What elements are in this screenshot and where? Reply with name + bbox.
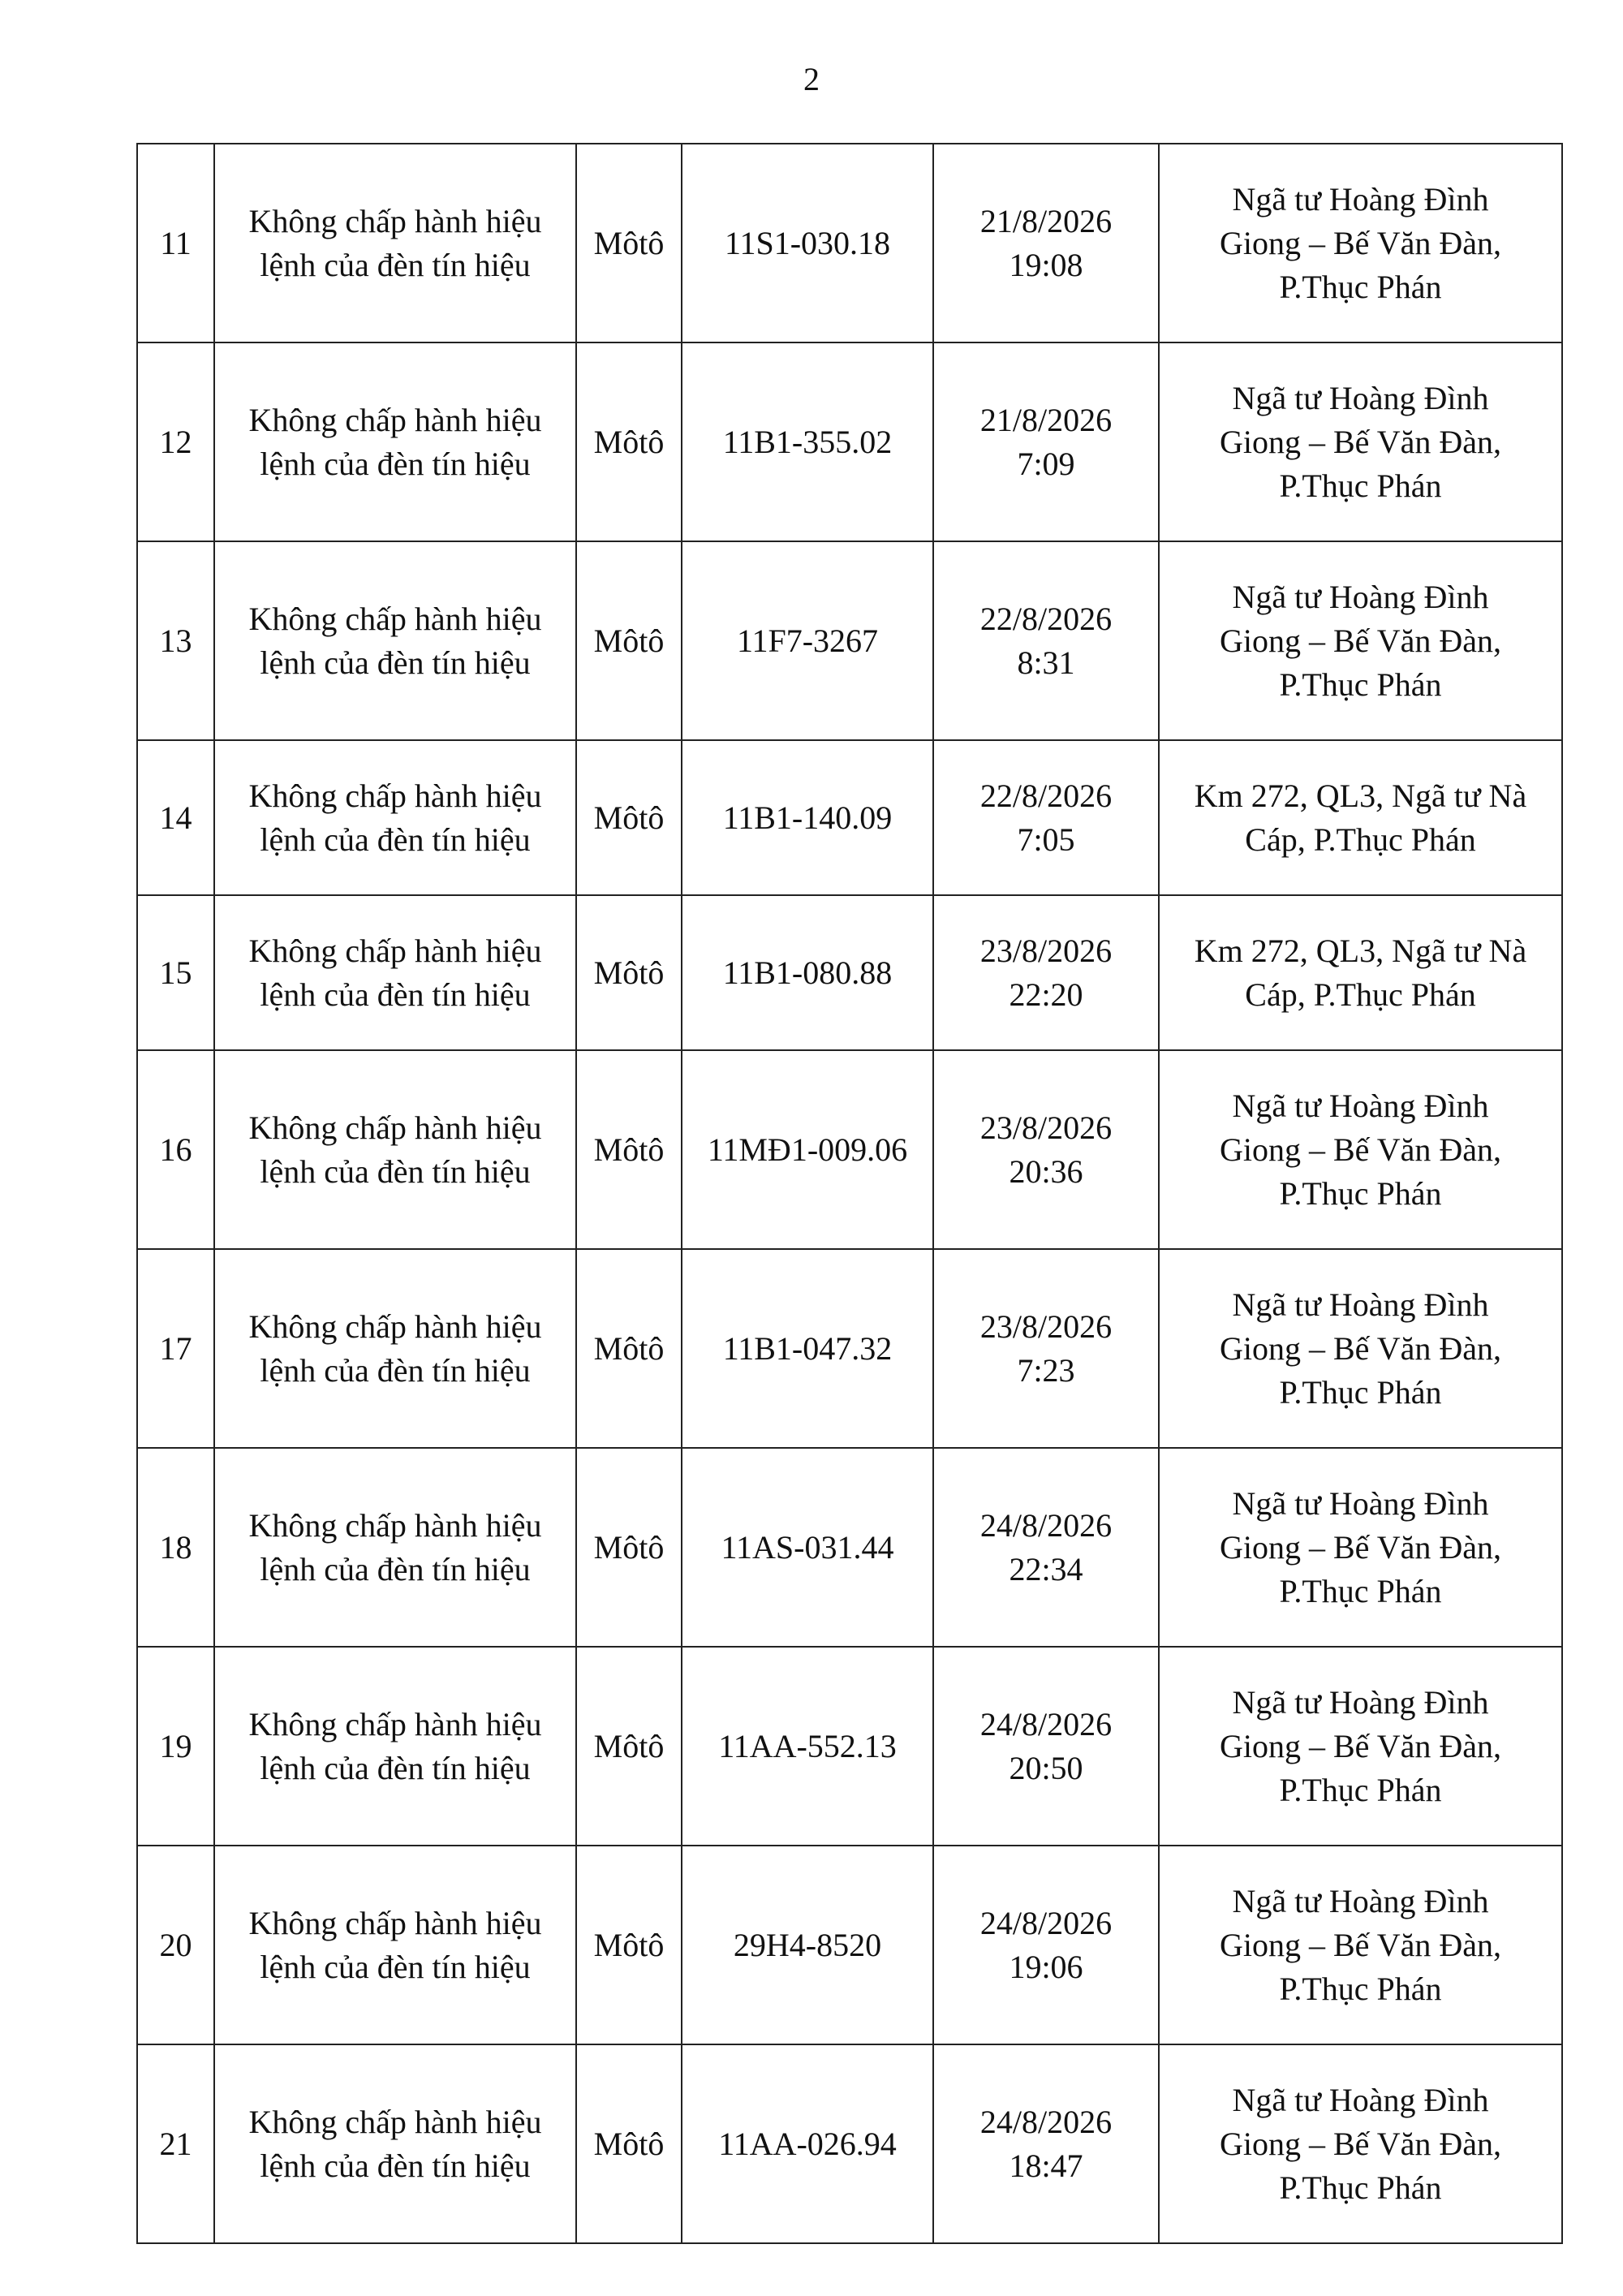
datetime-line: 19:06 <box>1009 1948 1083 1985</box>
table-row <box>137 2044 1562 2243</box>
table-row <box>137 1846 1562 2044</box>
datetime-line: 22/8/2026 <box>979 777 1113 814</box>
vehicle-type-cell: Môtô <box>576 1249 682 1448</box>
violation-line: lệnh của đèn tín hiệu <box>260 2147 531 2184</box>
license-plate-cell: 29H4-8520 <box>682 1846 933 2044</box>
license-plate-cell: 11F7-3267 <box>682 541 933 740</box>
violation-cell <box>214 1448 576 1647</box>
violation-line: lệnh của đèn tín hiệu <box>260 246 531 283</box>
location-line: Giong – Bế Văn Đàn, <box>1220 1528 1501 1566</box>
violation-cell <box>214 2044 576 2243</box>
violation-line: Không chấp hành hiệu <box>248 2103 542 2140</box>
location-line: Ngã tư Hoàng Đình <box>1232 1683 1489 1721</box>
location-line: Ngã tư Hoàng Đình <box>1232 180 1489 218</box>
violation-cell <box>214 541 576 740</box>
location-line: P.Thục Phán <box>1279 1174 1442 1212</box>
location-line: Giong – Bế Văn Đàn, <box>1220 622 1501 659</box>
vehicle-type-cell: Môtô <box>576 541 682 740</box>
vehicle-type-cell: Môtô <box>576 1448 682 1647</box>
vehicle-type-cell: Môtô <box>576 1846 682 2044</box>
license-plate-cell: 11AS-031.44 <box>682 1448 933 1647</box>
table-row <box>137 895 1562 1050</box>
location-cell <box>1159 2044 1562 2243</box>
license-plate-cell: 11S1-030.18 <box>682 144 933 342</box>
violation-line: Không chấp hành hiệu <box>248 600 542 637</box>
row-number-cell: 15 <box>137 895 214 1050</box>
violation-cell <box>214 144 576 342</box>
datetime-line: 21/8/2026 <box>979 401 1113 438</box>
violation-line: Không chấp hành hiệu <box>248 1705 542 1742</box>
datetime-cell <box>933 1846 1159 2044</box>
violation-line: Không chấp hành hiệu <box>248 202 542 239</box>
table-row <box>137 144 1562 342</box>
location-line: P.Thục Phán <box>1279 2169 1442 2206</box>
datetime-line: 22/8/2026 <box>979 600 1113 637</box>
location-cell <box>1159 1249 1562 1448</box>
license-plate-cell: 11B1-140.09 <box>682 740 933 895</box>
table-row <box>137 1647 1562 1846</box>
row-number-cell: 20 <box>137 1846 214 2044</box>
datetime-line: 7:09 <box>1017 445 1075 482</box>
license-plate-cell: 11B1-047.32 <box>682 1249 933 1448</box>
vehicle-type-cell: Môtô <box>576 895 682 1050</box>
row-number-cell: 21 <box>137 2044 214 2243</box>
datetime-line: 21/8/2026 <box>979 202 1113 239</box>
location-cell <box>1159 740 1562 895</box>
datetime-line: 24/8/2026 <box>979 1705 1113 1742</box>
row-number-cell: 11 <box>137 144 214 342</box>
datetime-line: 20:50 <box>1009 1749 1083 1786</box>
datetime-cell <box>933 1050 1159 1249</box>
location-line: P.Thục Phán <box>1279 1373 1442 1411</box>
location-cell <box>1159 1448 1562 1647</box>
location-line: Giong – Bế Văn Đàn, <box>1220 1329 1501 1367</box>
datetime-line: 7:05 <box>1017 821 1075 858</box>
location-line: Giong – Bế Văn Đàn, <box>1220 423 1501 460</box>
location-line: P.Thục Phán <box>1279 1970 1442 2007</box>
violation-cell <box>214 342 576 541</box>
table-row <box>137 740 1562 895</box>
location-line: Ngã tư Hoàng Đình <box>1232 578 1489 615</box>
location-cell <box>1159 144 1562 342</box>
row-number-cell: 19 <box>137 1647 214 1846</box>
location-line: P.Thục Phán <box>1279 268 1442 305</box>
datetime-line: 19:08 <box>1009 246 1083 283</box>
violation-cell <box>214 1846 576 2044</box>
datetime-cell <box>933 1249 1159 1448</box>
location-line: P.Thục Phán <box>1279 467 1442 504</box>
table-row <box>137 541 1562 740</box>
violation-line: lệnh của đèn tín hiệu <box>260 1749 531 1786</box>
license-plate-cell: 11B1-355.02 <box>682 342 933 541</box>
location-cell <box>1159 342 1562 541</box>
datetime-cell <box>933 740 1159 895</box>
table-row <box>137 1050 1562 1249</box>
datetime-cell <box>933 342 1159 541</box>
location-line: Km 272, QL3, Ngã tư Nà <box>1194 777 1527 814</box>
row-number-cell: 13 <box>137 541 214 740</box>
datetime-line: 24/8/2026 <box>979 1506 1113 1544</box>
page-number: 2 <box>803 61 820 97</box>
vehicle-type-cell: Môtô <box>576 740 682 895</box>
location-line: Ngã tư Hoàng Đình <box>1232 1484 1489 1522</box>
table-row <box>137 1448 1562 1647</box>
location-line: Giong – Bế Văn Đàn, <box>1220 2125 1501 2162</box>
violation-cell <box>214 1050 576 1249</box>
violation-line: lệnh của đèn tín hiệu <box>260 445 531 482</box>
location-line: Cáp, P.Thục Phán <box>1245 821 1476 858</box>
location-line: Cáp, P.Thục Phán <box>1245 976 1476 1013</box>
datetime-line: 18:47 <box>1009 2147 1083 2184</box>
datetime-line: 24/8/2026 <box>979 1904 1113 1941</box>
location-line: Giong – Bế Văn Đàn, <box>1220 1926 1501 1963</box>
datetime-cell <box>933 1647 1159 1846</box>
datetime-line: 24/8/2026 <box>979 2103 1113 2140</box>
violation-line: Không chấp hành hiệu <box>248 1307 542 1345</box>
vehicle-type-cell: Môtô <box>576 144 682 342</box>
location-line: Ngã tư Hoàng Đình <box>1232 1286 1489 1323</box>
row-number-cell: 17 <box>137 1249 214 1448</box>
violation-cell <box>214 740 576 895</box>
datetime-line: 23/8/2026 <box>979 1307 1113 1345</box>
location-cell <box>1159 1647 1562 1846</box>
violation-line: lệnh của đèn tín hiệu <box>260 1152 531 1190</box>
violation-line: Không chấp hành hiệu <box>248 401 542 438</box>
location-line: Km 272, QL3, Ngã tư Nà <box>1194 932 1527 969</box>
table-row <box>137 342 1562 541</box>
violations-table <box>136 143 1563 2244</box>
vehicle-type-cell: Môtô <box>576 1050 682 1249</box>
violation-cell <box>214 895 576 1050</box>
vehicle-type-cell: Môtô <box>576 342 682 541</box>
violation-line: lệnh của đèn tín hiệu <box>260 976 531 1013</box>
location-cell <box>1159 1846 1562 2044</box>
table-row <box>137 1249 1562 1448</box>
license-plate-cell: 11AA-552.13 <box>682 1647 933 1846</box>
datetime-line: 22:34 <box>1009 1550 1083 1587</box>
violation-line: Không chấp hành hiệu <box>248 1904 542 1941</box>
location-line: P.Thục Phán <box>1279 666 1442 703</box>
violation-line: Không chấp hành hiệu <box>248 777 542 814</box>
datetime-line: 23/8/2026 <box>979 1109 1113 1146</box>
violation-line: Không chấp hành hiệu <box>248 1109 542 1146</box>
vehicle-type-cell: Môtô <box>576 1647 682 1846</box>
row-number-cell: 18 <box>137 1448 214 1647</box>
violation-line: lệnh của đèn tín hiệu <box>260 821 531 858</box>
violation-line: lệnh của đèn tín hiệu <box>260 644 531 681</box>
violation-line: lệnh của đèn tín hiệu <box>260 1948 531 1985</box>
violation-cell <box>214 1647 576 1846</box>
location-line: Giong – Bế Văn Đàn, <box>1220 1131 1501 1168</box>
location-line: Ngã tư Hoàng Đình <box>1232 2081 1489 2118</box>
location-line: Ngã tư Hoàng Đình <box>1232 1087 1489 1124</box>
datetime-line: 22:20 <box>1009 976 1083 1013</box>
location-line: P.Thục Phán <box>1279 1771 1442 1808</box>
datetime-line: 8:31 <box>1017 644 1075 681</box>
table-body <box>137 144 1562 2243</box>
datetime-cell <box>933 541 1159 740</box>
violation-line: lệnh của đèn tín hiệu <box>260 1550 531 1587</box>
row-number-cell: 12 <box>137 342 214 541</box>
datetime-line: 7:23 <box>1017 1351 1075 1389</box>
row-number-cell: 16 <box>137 1050 214 1249</box>
license-plate-cell: 11B1-080.88 <box>682 895 933 1050</box>
location-line: P.Thục Phán <box>1279 1572 1442 1609</box>
datetime-line: 20:36 <box>1009 1152 1083 1190</box>
datetime-line: 23/8/2026 <box>979 932 1113 969</box>
location-cell <box>1159 541 1562 740</box>
violation-line: Không chấp hành hiệu <box>248 1506 542 1544</box>
license-plate-cell: 11AA-026.94 <box>682 2044 933 2243</box>
violation-line: lệnh của đèn tín hiệu <box>260 1351 531 1389</box>
violation-cell <box>214 1249 576 1448</box>
location-line: Ngã tư Hoàng Đình <box>1232 1882 1489 1919</box>
datetime-cell <box>933 1448 1159 1647</box>
location-line: Giong – Bế Văn Đàn, <box>1220 1727 1501 1764</box>
violation-line: Không chấp hành hiệu <box>248 932 542 969</box>
vehicle-type-cell: Môtô <box>576 2044 682 2243</box>
license-plate-cell: 11MĐ1-009.06 <box>682 1050 933 1249</box>
location-cell <box>1159 1050 1562 1249</box>
datetime-cell <box>933 144 1159 342</box>
location-cell <box>1159 895 1562 1050</box>
location-line: Ngã tư Hoàng Đình <box>1232 379 1489 416</box>
datetime-cell <box>933 895 1159 1050</box>
row-number-cell: 14 <box>137 740 214 895</box>
location-line: Giong – Bế Văn Đàn, <box>1220 224 1501 261</box>
datetime-cell <box>933 2044 1159 2243</box>
